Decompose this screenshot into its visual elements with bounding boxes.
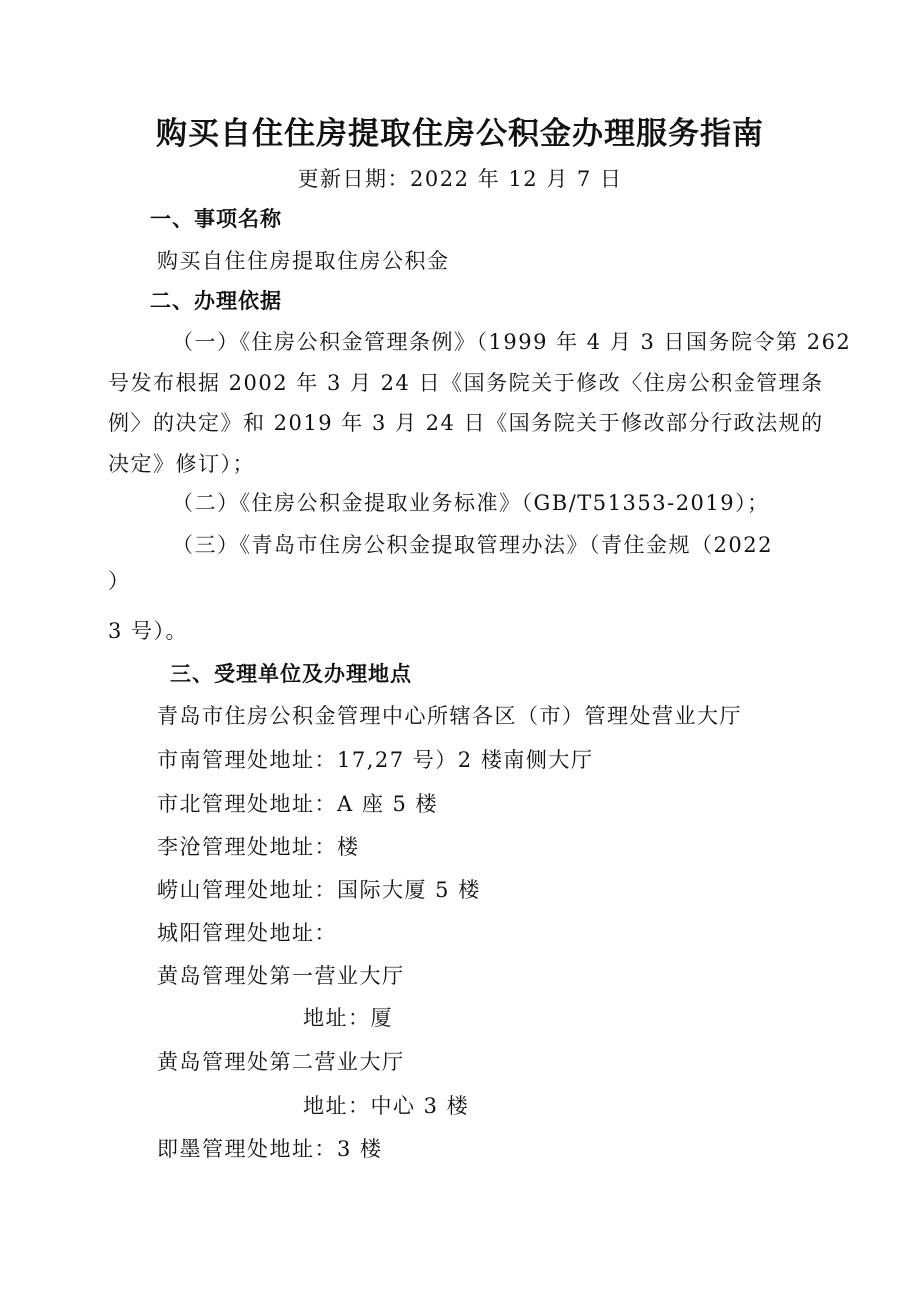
basis-line-6: （三）《青岛市住房公积金提取管理办法》（青住金规（2022 (172, 533, 773, 557)
location-line-2: 市南管理处地址：17,27 号）2 楼南侧大厅 (157, 748, 594, 772)
basis-line-1: （一）《住房公积金管理条例》（1999 年 4 月 3 日国务院令第 262 (172, 330, 852, 354)
basis-line-2: 号发布根据 2002 年 3 月 24 日《国务院关于修改〈住房公积金管理条 (108, 371, 824, 395)
section-heading-item-name: 一、事项名称 (150, 207, 282, 231)
basis-line-5: （二）《住房公积金提取业务标准》（GB/T51353-2019）； (172, 491, 770, 515)
location-line-10: 地址：中心 3 楼 (303, 1094, 470, 1118)
section-heading-service-locations: 三、受理单位及办理地点 (170, 662, 412, 686)
basis-line-4: 决定》修订）； (108, 452, 255, 476)
location-line-4: 李沧管理处地址：楼 (157, 835, 360, 859)
location-line-7: 黄岛管理处第一营业大厅 (157, 964, 405, 988)
basis-line-8: 3 号）。 (108, 619, 189, 643)
location-line-3: 市北管理处地址：A 座 5 楼 (157, 792, 439, 816)
basis-line-3: 例〉的决定》和 2019 年 3 月 24 日《国务院关于修改部分行政法规的 (108, 411, 824, 435)
update-date: 更新日期：2022 年 12 月 7 日 (297, 167, 623, 191)
location-line-9: 黄岛管理处第二营业大厅 (157, 1050, 405, 1074)
location-line-11: 即墨管理处地址：3 楼 (157, 1137, 383, 1161)
section-heading-legal-basis: 二、办理依据 (150, 289, 282, 313)
location-line-8: 地址：厦 (303, 1006, 393, 1030)
location-line-5: 崂山管理处地址：国际大厦 5 楼 (157, 878, 481, 902)
basis-line-7: ） (108, 569, 131, 593)
item-name-text: 购买自住住房提取住房公积金 (157, 249, 450, 273)
location-line-6: 城阳管理处地址： (157, 921, 337, 945)
location-line-1: 青岛市住房公积金管理中心所辖各区（市）管理处营业大厅 (157, 704, 742, 728)
document-title: 购买自住住房提取住房公积金办理服务指南 (156, 116, 764, 152)
